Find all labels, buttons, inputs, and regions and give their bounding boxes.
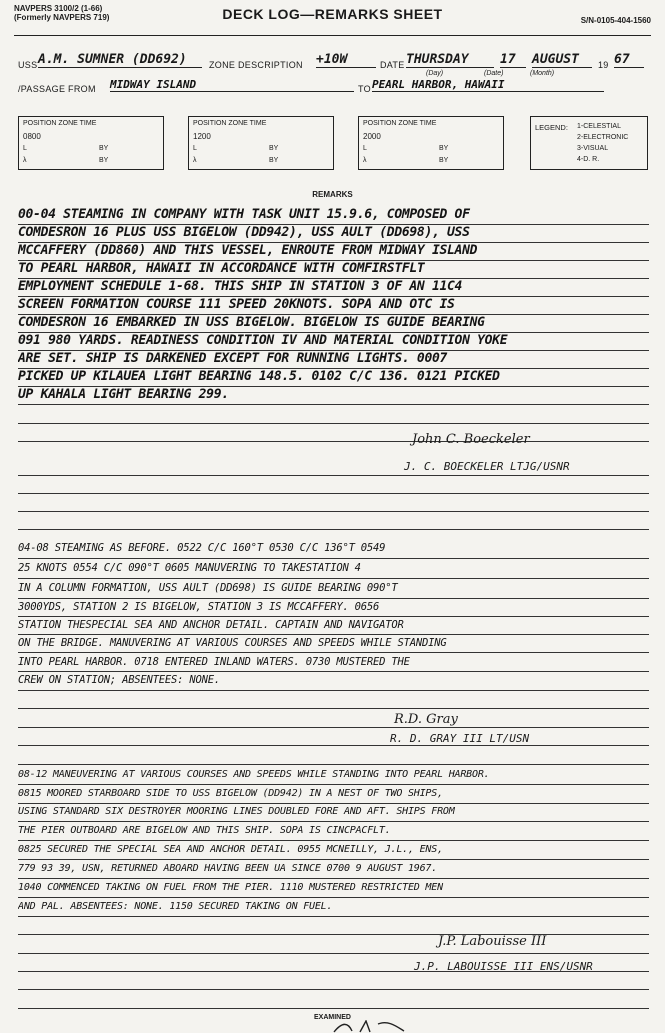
ruled-line <box>18 652 649 653</box>
legend-item: 4-D. R. <box>577 156 600 163</box>
longitude-symbol: λ <box>193 157 197 164</box>
remark-line: 08-12 MANEUVERING AT VARIOUS COURSES AND SPEEDS WHILE STANDING INTO PEARL HARBOR. <box>18 769 490 780</box>
ruled-line <box>18 475 649 476</box>
officer-printed-name: R. D. GRAY III LT/USN <box>390 732 530 745</box>
ruled-line <box>18 616 649 617</box>
position-box-0800 <box>18 116 164 170</box>
remark-line: CREW ON STATION; ABSENTEES: NONE. <box>18 674 221 686</box>
longitude-symbol: λ <box>363 157 367 164</box>
latitude-symbol: L <box>23 145 27 152</box>
ruled-line <box>18 578 649 579</box>
by-label: BY <box>439 157 449 164</box>
legend-item: 2-ELECTRONIC <box>577 134 629 141</box>
ruled-line <box>18 745 649 746</box>
year-value: 67 <box>614 52 644 68</box>
ruled-line <box>18 953 649 954</box>
month-value: AUGUST <box>532 52 592 68</box>
header-divider <box>14 35 651 36</box>
ruled-line <box>18 441 649 442</box>
legend-box <box>530 116 648 170</box>
remark-line: 00-04 STEAMING IN COMPANY WITH TASK UNIT 15.9.6, COMPOSED OF <box>18 207 470 222</box>
remark-line: 091 980 YARDS. READINESS CONDITION IV AND MATERIAL CONDITION YOKE <box>18 333 508 348</box>
by-label: BY <box>99 145 109 152</box>
passage-line <box>18 78 650 98</box>
ruled-line <box>18 727 649 728</box>
remark-line: 779 93 39, USN, RETURNED ABOARD HAVING BEEN UA SINCE 0700 9 AUGUST 1967. <box>18 863 438 874</box>
remark-line: SCREEN FORMATION COURSE 111 SPEED 20KNOTS. SOPA AND OTC IS <box>18 297 455 312</box>
passage-to: PEARL HARBOR, HAWAII <box>372 78 604 92</box>
latitude-symbol: L <box>363 145 367 152</box>
by-label: BY <box>99 157 109 164</box>
position-box-2000 <box>358 116 504 170</box>
ruled-line <box>18 934 649 935</box>
passage-label: /PASSAGE FROM <box>18 84 96 94</box>
ruled-line <box>18 423 649 424</box>
ruled-line <box>18 690 649 691</box>
ruled-line <box>18 598 649 599</box>
month-caption: (Month) <box>530 70 555 77</box>
officer-signature: John C. Boeckeler <box>412 432 530 447</box>
ruled-line <box>18 840 649 841</box>
examined-label: EXAMINED <box>314 1014 351 1021</box>
ruled-line <box>18 803 649 804</box>
form-id-former: (Formerly NAVPERS 719) <box>14 13 110 22</box>
date-caption: (Date) <box>484 70 504 77</box>
latitude-symbol: L <box>193 145 197 152</box>
remark-line: INTO PEARL HARBOR. 0718 ENTERED INLAND WATERS. 0730 MUSTERED THE <box>18 656 410 668</box>
ruled-line <box>18 671 649 672</box>
legend-label: LEGEND: <box>535 123 568 132</box>
longitude-symbol: λ <box>23 157 27 164</box>
position-box-time: 0800 <box>23 132 41 141</box>
remark-line: 0815 MOORED STARBOARD SIDE TO USS BIGELOW (DD942) IN A NEST OF TWO SHIPS, <box>18 788 443 799</box>
by-label: BY <box>269 157 279 164</box>
ruled-line <box>18 897 649 898</box>
ship-name: A.M. SUMNER (DD692) <box>38 52 202 68</box>
remark-line: UP KAHALA LIGHT BEARING 299. <box>18 387 229 402</box>
position-box-header: POSITION ZONE TIME <box>193 120 267 127</box>
passage-from: MIDWAY ISLAND <box>110 78 354 92</box>
year-prefix: 19 <box>598 60 609 70</box>
date-label: DATE <box>380 60 405 70</box>
position-box-time: 1200 <box>193 132 211 141</box>
zone-description-label: ZONE DESCRIPTION <box>209 60 303 70</box>
by-label: BY <box>439 145 449 152</box>
remark-line: STATION THESPECIAL SEA AND ANCHOR DETAIL. CAPTAIN AND NAVIGATOR <box>18 619 404 631</box>
passage-to-label: TO <box>358 84 371 94</box>
remark-line: ARE SET. SHIP IS DARKENED EXCEPT FOR RUNNING LIGHTS. 0007 <box>18 351 448 366</box>
ruled-line <box>18 634 649 635</box>
ship-date-line <box>18 52 650 76</box>
legend-item: 3-VISUAL <box>577 145 609 152</box>
remark-line: PICKED UP KILAUEA LIGHT BEARING 148.5. 0102 C/C 136. 0121 PICKED <box>18 369 500 384</box>
ruled-line <box>18 784 649 785</box>
ruled-line <box>18 558 649 559</box>
remark-line: IN A COLUMN FORMATION, USS AULT (DD698) IS GUIDE BEARING 090°T <box>18 582 398 594</box>
remarks-title: REMARKS <box>312 190 353 199</box>
examiner-signature-scrawl <box>330 1020 410 1033</box>
ruled-line <box>18 493 649 494</box>
position-box-header: POSITION ZONE TIME <box>363 120 437 127</box>
officer-signature: J.P. Labouisse III <box>438 934 547 949</box>
officer-signature: R.D. Gray <box>394 712 458 727</box>
ruled-line <box>18 859 649 860</box>
form-id-line: NAVPERS 3100/2 (1-66) <box>14 4 103 13</box>
officer-printed-name: J. C. BOECKELER LTJG/USNR <box>404 460 570 473</box>
ruled-line <box>18 916 649 917</box>
remark-line: 1040 COMMENCED TAKING ON FUEL FROM THE PIER. 1110 MUSTERED RESTRICTED MEN <box>18 882 443 893</box>
remark-line: EMPLOYMENT SCHEDULE 1-68. THIS SHIP IN STATION 3 OF AN 11C4 <box>18 279 463 294</box>
by-label: BY <box>269 145 279 152</box>
officer-printed-name: J.P. LABOUISSE III ENS/USNR <box>414 960 593 973</box>
position-box-header: POSITION ZONE TIME <box>23 120 97 127</box>
remark-line: 3000YDS, STATION 2 IS BIGELOW, STATION 3 IS MCCAFFERY. 0656 <box>18 601 380 613</box>
position-box-1200 <box>188 116 334 170</box>
day-value: THURSDAY <box>406 52 494 68</box>
ruled-line <box>18 1008 649 1009</box>
remark-line: THE PIER OUTBOARD ARE BIGELOW AND THIS SHIP. SOPA IS CINCPACFLT. <box>18 825 391 836</box>
legend-item: 1-CELESTIAL <box>577 123 621 130</box>
ruled-line <box>18 821 649 822</box>
ruled-line <box>18 989 649 990</box>
remark-line: 04-08 STEAMING AS BEFORE. 0522 C/C 160°T 0530 C/C 136°T 0549 <box>18 542 386 554</box>
remark-line: USING STANDARD SIX DESTROYER MOORING LINES DOUBLED FORE AND AFT. SHIPS FROM <box>18 806 455 817</box>
remark-line: 0825 SECURED THE SPECIAL SEA AND ANCHOR DETAIL. 0955 MCNEILLY, J.L., ENS, <box>18 844 443 855</box>
ruled-line <box>18 511 649 512</box>
stock-number: S/N-0105-404-1560 <box>580 16 651 25</box>
remark-line: COMDESRON 16 PLUS USS BIGELOW (DD942), USS AULT (DD698), USS <box>18 225 470 240</box>
ruled-line <box>18 404 649 405</box>
remark-line: ON THE BRIDGE. MANUVERING AT VARIOUS COURSES AND SPEEDS WHILE STANDING <box>18 637 447 649</box>
remark-line: AND PAL. ABSENTEES: NONE. 1150 SECURED TAKING ON FUEL. <box>18 901 333 912</box>
remark-line: COMDESRON 16 EMBARKED IN USS BIGELOW. BIGELOW IS GUIDE BEARING <box>18 315 485 330</box>
page-title: DECK LOG—REMARKS SHEET <box>222 6 443 22</box>
remark-line: MCCAFFERY (DD860) AND THIS VESSEL, ENROUTE FROM MIDWAY ISLAND <box>18 243 478 258</box>
ruled-line <box>18 878 649 879</box>
ruled-line <box>18 708 649 709</box>
remark-line: 25 KNOTS 0554 C/C 090°T 0605 MANUVERING TO TAKESTATION 4 <box>18 562 361 574</box>
ruled-line <box>18 764 649 765</box>
uss-label: USS <box>18 60 38 70</box>
remark-line: TO PEARL HARBOR, HAWAII IN ACCORDANCE WITH COMFIRSTFLT <box>18 261 425 276</box>
position-box-time: 2000 <box>363 132 381 141</box>
zone-description: +10W <box>316 52 376 68</box>
date-value: 17 <box>500 52 526 68</box>
ruled-line <box>18 529 649 530</box>
day-caption: (Day) <box>426 70 444 77</box>
